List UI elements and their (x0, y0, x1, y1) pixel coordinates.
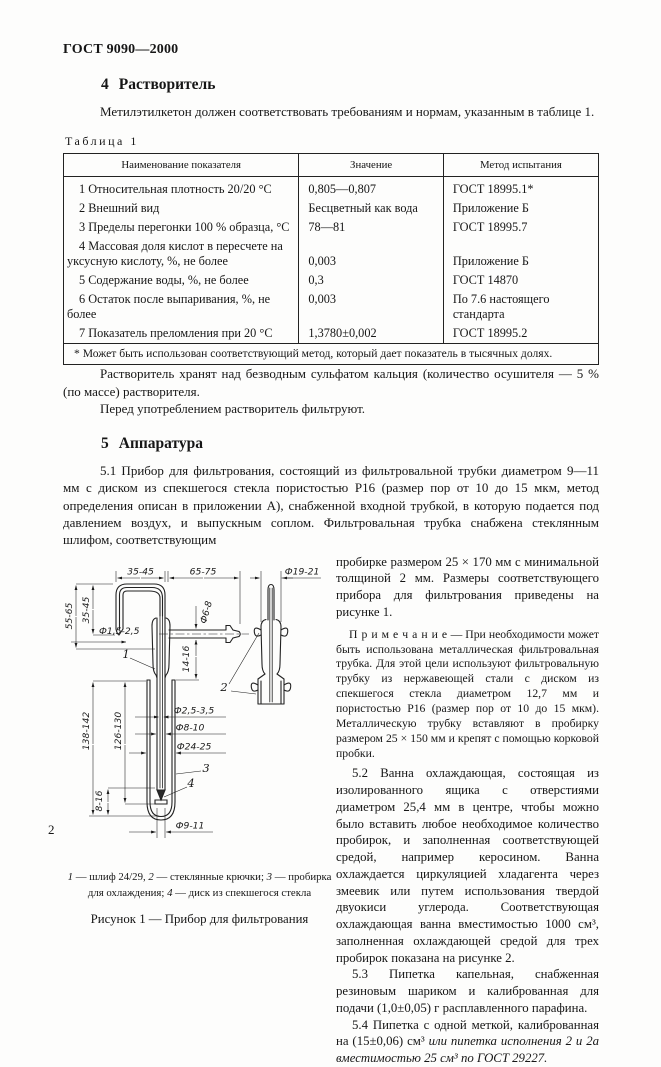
table-header-row (64, 154, 599, 177)
table-row (64, 290, 599, 324)
legend-part-number: 2 (148, 870, 154, 883)
paragraph-5-1: 5.1 Прибор для фильтрования, состоящий из фильтровальной трубки диаметром 9—11 мм с диском из спекшегося стекла пористостью Р16 (размер пор от 10 до 15 мкм, метод определения описан в приложении А), снабженной входной трубкой, в которую подается под давлением воздух, и выпускным соплом. Фильтровальная трубка снабжена стеклянным шлифом, соответствующим (63, 463, 599, 548)
text-column (336, 554, 599, 1067)
indicator-method: ГОСТ 14870 (443, 271, 598, 290)
indicator-name: 4 Массовая доля кислот в пересчете на уксусную кислоту, %, не более (67, 239, 283, 269)
table-row (64, 237, 599, 271)
indicator-method: Приложение Б (443, 199, 598, 218)
figure-legend (63, 869, 336, 901)
indicator-name: 5 Содержание воды, %, не более (79, 273, 249, 288)
paragraph-5-2: 5.2 Ванна охлаждающая, состоящая из изолированного ящика с отверстиями диаметром 25,4 мм в центре, чтобы можно было вставить любое необходимое количество пробирок, и заполненная соответствующей средой, например керосином. Ванна охлаждается циркуляцией хладагента через змеевик или путем использования твердой двуокиси углерода. Соответствующая охлаждающая ванна вместимостью 1000 см³, заполненная охлаждающей средой для трех пробирок показана на рисунке 2. (336, 766, 599, 965)
legend-part-text: — пробирка для охлаждения; (87, 870, 332, 899)
indicator-value: 78—81 (299, 218, 443, 237)
part-label-3: 3 (202, 760, 210, 775)
indicator-method: ГОСТ 18995.1* (443, 177, 598, 200)
legend-part-number: 3 (266, 870, 273, 883)
indicator-value: Бесцветный как вода (299, 199, 443, 218)
section-4-number: 4 (101, 76, 109, 93)
paragraph-5-1-continued: пробирке размером 25 × 170 мм с минимальной толщиной 2 мм. Размеры соответствующего прибора для фильтрования приведены на рисунке 1. (336, 554, 599, 619)
section-5-number: 5 (101, 435, 109, 453)
section-5-title: Аппаратура (118, 435, 204, 453)
dim-arm-length: 65-75 (189, 566, 217, 578)
dim-hook-inner-height: 35-45 (81, 596, 92, 623)
dim-bore-diameter: Ф2,5-3,5 (173, 705, 215, 717)
note-text: — При необходимости может быть использована металлическая фильтровальная трубка. Для этой цели используют фильтровальную трубку из нержавеющей стали с диском из спекшегося стекла диаметром 12,7 мм и пористостью Р16 (размер пор от 10 до 15 мкм). Металлическую трубку вставляют в пробирку размером 25 × 150 мм и крепят с помощью корковой пробки. (336, 627, 599, 761)
column-header-method: Метод испытания (443, 154, 598, 177)
dim-hook-height: 55-65 (64, 602, 75, 629)
table-footnote: * Может быть использован соответствующий метод, который дает показатель в тысячных долях. (64, 344, 599, 365)
table-row (64, 324, 599, 344)
figure-caption: Рисунок 1 — Прибор для фильтрования (90, 911, 309, 926)
column-header-value: Значение (299, 154, 443, 177)
indicator-value: 0,003 (299, 290, 443, 324)
table-label: Таблица 1 (65, 134, 139, 149)
dim-top-width: 35-45 (127, 566, 154, 578)
dim-joint-length: 14-16 (181, 645, 192, 672)
note-paragraph (336, 628, 599, 763)
section-4-intro: Метилэтилкетон должен соответствовать требованиям и нормам, указанным в таблице 1. (100, 104, 595, 119)
glass-hooks-detail-outline (251, 584, 290, 704)
indicator-value: 1,3780±0,002 (299, 324, 443, 344)
indicator-value: 0,805—0,807 (299, 177, 443, 200)
figure-column (63, 554, 336, 1067)
dim-outer-diameter: Ф24-25 (176, 741, 212, 753)
indicator-method: Приложение Б (443, 237, 598, 271)
indicator-name: 7 Показатель преломления при 20 °С (79, 326, 273, 341)
section-4-heading (101, 76, 599, 94)
dim-inner-diameter: Ф8-10 (175, 722, 205, 734)
indicator-value: 0,003 (299, 237, 443, 271)
legend-part-number: 4 (167, 886, 173, 899)
dim-inner-length: 126-130 (113, 711, 124, 750)
table-row (64, 177, 599, 200)
table-row (64, 218, 599, 237)
section-5-heading (101, 435, 599, 453)
paragraph-5-3: 5.3 Пипетка капельная, снабженная резиновым шариком и калиброванная для подачи (1,0±0,05) г расплавленного парафина. (336, 967, 599, 1015)
paragraph-5-4 (336, 1017, 599, 1067)
paragraph-storage: Растворитель хранят над безводным сульфатом кальция (количество осушителя — 5 % (по массе) растворителя. (63, 366, 599, 399)
paragraph-filter: Перед употреблением растворитель фильтруют. (100, 400, 366, 416)
dim-arm-diameter: Ф6-8 (198, 599, 215, 625)
indicator-method: По 7.6 настоящего стандарта (443, 290, 598, 324)
dim-filter-diameter: Ф9-11 (175, 820, 205, 832)
legend-part-text: — шлиф 24/29, (73, 870, 149, 883)
dim-bottom-gap: 8-16 (94, 790, 105, 811)
note-label: П р и м е ч а н и е (349, 627, 448, 641)
requirements-table (63, 153, 599, 365)
page-number: 2 (48, 822, 55, 837)
two-column-block (63, 554, 599, 1067)
legend-part-number: 1 (67, 870, 74, 883)
indicator-method: ГОСТ 18995.7 (443, 218, 598, 237)
indicator-method: ГОСТ 18995.2 (443, 324, 598, 344)
doc-header: ГОСТ 9090—2000 (63, 42, 179, 57)
paragraph-5-4-italic: или пипетка исполнения 2 и 2а вместимостью 25 см³ по ГОСТ 29227. (336, 1034, 599, 1065)
legend-part-text: — стеклянные крючки; (153, 870, 267, 883)
part-label-1: 1 (122, 646, 130, 661)
figure-1-drawing (63, 554, 336, 856)
part-label-2: 2 (220, 679, 228, 694)
dim-tube-length: 138-142 (81, 711, 92, 750)
indicator-name: 6 Остаток после выпаривания, %, не более (67, 292, 271, 322)
indicator-name: 3 Пределы перегонки 100 % образца, °С (79, 220, 290, 235)
filter-tube-outline (116, 584, 240, 820)
indicator-name: 1 Относительная плотность 20/20 °С (79, 182, 272, 197)
dim-detail-diameter: Ф19-21 (284, 566, 320, 578)
indicator-name: 2 Внешний вид (79, 201, 160, 216)
dim-tip-diameter: Ф1,5-2,5 (99, 625, 140, 637)
column-header-name: Наименование показателя (64, 154, 299, 177)
table-footnote-row (64, 344, 599, 365)
legend-part-text: — диск из спекшегося стекла (172, 886, 312, 899)
indicator-value: 0,3 (299, 271, 443, 290)
table-row (64, 271, 599, 290)
part-label-4: 4 (187, 775, 195, 790)
paragraph-5-4-start: 5.4 Пипетка с одной меткой, калиброванная на (15±0,06) см³ (336, 1017, 599, 1049)
section-4-title: Растворитель (118, 76, 216, 93)
table-row (64, 199, 599, 218)
